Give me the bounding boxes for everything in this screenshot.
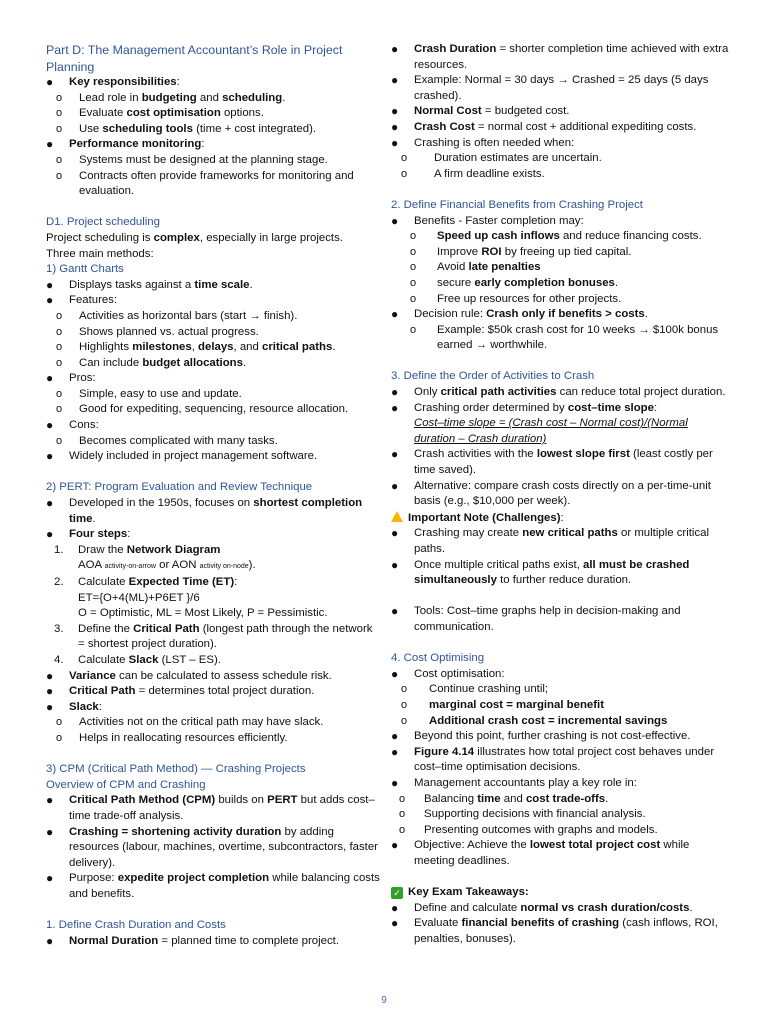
list-item: ● Performance monitoring: xyxy=(46,137,205,152)
list-item: o Good for expediting, sequencing, resource allocation. xyxy=(56,403,349,416)
list-item: ● Tools: Cost–time graphs help in decision-making and communication. xyxy=(391,604,681,633)
list-item: ● Crash activities with the lowest slope first (least costly per time saved). xyxy=(391,447,713,477)
list-item: o Can include budget allocations. xyxy=(56,356,247,369)
list-item: o Helps in reallocating resources efficiently. xyxy=(56,731,288,744)
heading-cpm: 3) CPM (Critical Path Method) — Crashing Projects xyxy=(46,763,306,776)
list-item: o marginal cost = marginal benefit xyxy=(401,698,605,711)
list-item: ● Decision rule: Crash only if benefits > costs. xyxy=(391,307,648,322)
heading-order-crash: 3. Define the Order of Activities to Crash xyxy=(391,370,595,383)
list-item: ● Widely included in project management software. xyxy=(46,449,318,464)
list-item: ● Displays tasks against a time scale. xyxy=(46,277,253,292)
list-item: ● Critical Path Method (CPM) builds on PERT but adds cost–time trade-off analysis. xyxy=(46,793,375,822)
list-item: ● Once multiple critical paths exist, all must be crashed simultaneously to further reduce duration. xyxy=(391,557,690,587)
list-item: o Evaluate cost optimisation options. xyxy=(56,107,264,120)
list-item: ● Pros: xyxy=(46,371,96,386)
formula: ET={O+4(ML)+P6ET }/6 xyxy=(78,591,200,604)
warning-icon xyxy=(391,511,403,522)
list-item: o Simple, easy to use and update. xyxy=(56,387,242,400)
page-number: 9 xyxy=(381,995,387,1006)
list-item: ● Benefits - Faster completion may: xyxy=(391,213,584,228)
list-item: ● Slack: xyxy=(46,699,102,714)
list-item: ● Figure 4.14 illustrates how total project cost behaves under cost–time optimisation decisions. xyxy=(391,744,715,774)
list-item: o Highlights milestones, delays, and critical paths. xyxy=(56,341,336,354)
list-item: 3. Define the Critical Path (longest path through the network = shortest project duration). xyxy=(54,622,373,651)
list-item: ● Crash Duration = shorter completion time achieved with extra resources. xyxy=(391,42,729,71)
list-item: ● Crashing may create new critical paths or multiple critical paths. xyxy=(391,526,710,555)
list-item: ● Management accountants play a key role in: xyxy=(391,775,637,790)
paragraph: Project scheduling is complex, especially in large projects. xyxy=(46,231,343,244)
heading-financial-benefits: 2. Define Financial Benefits from Crashing Project xyxy=(391,198,643,211)
list-item: o A firm deadline exists. xyxy=(401,167,545,180)
list-item: o Contracts often provide frameworks for monitoring and evaluation. xyxy=(56,169,354,198)
heading-pert: 2) PERT: Program Evaluation and Review Technique xyxy=(46,481,313,494)
key-takeaways-heading: ✓ Key Exam Takeaways: xyxy=(391,885,731,901)
list-item: o Duration estimates are uncertain. xyxy=(401,152,602,165)
left-column xyxy=(46,42,380,949)
list-item: o Activities not on the critical path may have slack. xyxy=(56,716,324,729)
list-item: o Presenting outcomes with graphs and models. xyxy=(399,823,658,836)
list-item: o Activities as horizontal bars (start → finish). xyxy=(56,309,298,322)
list-item: ● Developed in the 1950s, focuses on shortest completion time. xyxy=(46,496,363,525)
list-item: o Balancing time and cost trade-offs. xyxy=(399,792,609,805)
list-item: o Shows planned vs. actual progress. xyxy=(56,325,259,338)
list-item: o secure early completion bonuses. xyxy=(410,276,619,289)
list-item: ● Normal Duration = planned time to complete project. xyxy=(46,933,340,948)
list-item: 4. Calculate Slack (LST – ES). xyxy=(54,653,221,666)
list-item: ● Critical Path = determines total project duration. xyxy=(46,684,315,699)
list-item: o Becomes complicated with many tasks. xyxy=(56,434,278,447)
list-item: ● Variance can be calculated to assess schedule risk. xyxy=(46,668,332,683)
heading-cost-optimising: 4. Cost Optimising xyxy=(391,652,485,665)
list-item: ● Define and calculate normal vs crash duration/costs. xyxy=(391,900,693,915)
list-item: o Additional crash cost = incremental savings xyxy=(401,714,668,727)
list-item: 2. Calculate Expected Time (ET): xyxy=(54,576,238,588)
heading-cpm-overview: Overview of CPM and Crashing xyxy=(46,778,206,791)
list-item: o Avoid late penalties xyxy=(410,261,541,274)
list-item: o Continue crashing until; xyxy=(401,683,549,696)
list-item: o Free up resources for other projects. xyxy=(410,292,622,305)
list-item: ● Crashing = shortening activity duration by adding resources (labour, machines, overtime, subcontractors, faster delivery). xyxy=(46,824,378,869)
check-icon: ✓ xyxy=(391,887,403,899)
list-item: ● Beyond this point, further crashing is not cost-effective. xyxy=(391,729,691,744)
list-item: ● Crashing order determined by cost–time slope: xyxy=(391,400,658,415)
list-item: ● Normal Cost = budgeted cost. xyxy=(391,104,570,119)
heading-gantt: 1) Gantt Charts xyxy=(46,263,124,276)
list-item: ● Features: xyxy=(46,293,118,308)
list-item: ● Objective: Achieve the lowest total project cost while meeting deadlines. xyxy=(391,838,690,867)
list-item: ● Alternative: compare crash costs directly on a per-time-unit basis (e.g., $10,000 per week). xyxy=(391,478,711,508)
list-item: ● Crash Cost = normal cost + additional expediting costs. xyxy=(391,119,697,134)
list-item: AOA activity-on-arrow or AON activity on-node). xyxy=(78,559,256,572)
paragraph: Three main methods: xyxy=(46,247,154,260)
list-item: o Supporting decisions with financial analysis. xyxy=(399,808,646,821)
list-item: o Use scheduling tools (time + cost integrated). xyxy=(56,122,317,135)
list-item: ● Cost optimisation: xyxy=(391,666,505,681)
paragraph: O = Optimistic, ML = Most Likely, P = Pessimistic. xyxy=(78,607,328,620)
right-column xyxy=(391,42,731,947)
list-item: o Systems must be designed at the planning stage. xyxy=(56,153,328,166)
heading-part-d: Part D: The Management Accountant’s Role in Project Planning xyxy=(46,43,343,74)
list-item: ● Example: Normal = 30 days → Crashed = 25 days (5 days crashed). xyxy=(391,73,709,102)
important-note: Important Note (Challenges): xyxy=(391,510,731,527)
list-item: ● Cons: xyxy=(46,418,99,433)
list-item: 1. Draw the Network Diagram xyxy=(54,543,221,556)
list-item: o Speed up cash inflows and reduce financing costs. xyxy=(410,230,702,243)
heading-d1: D1. Project scheduling xyxy=(46,216,160,229)
list-item: ● Key responsibilities: xyxy=(46,75,180,89)
list-item: ● Purpose: expedite project completion while balancing costs and benefits. xyxy=(46,871,380,900)
list-item: ● Evaluate financial benefits of crashing (cash inflows, ROI, penalties, bonuses). xyxy=(391,916,718,945)
list-item: ● Four steps: xyxy=(46,527,131,542)
formula: Cost–time slope = (Crash cost – Normal cost)/(Normal duration – Crash duration) xyxy=(414,417,688,445)
list-item: ● Crashing is often needed when: xyxy=(391,135,575,150)
heading-crash-duration: 1. Define Crash Duration and Costs xyxy=(46,919,226,932)
list-item: o Lead role in budgeting and scheduling. xyxy=(56,91,286,104)
list-item: o Improve ROI by freeing up tied capital. xyxy=(410,245,632,258)
list-item: ● Only critical path activities can reduce total project duration. xyxy=(391,385,726,400)
list-item: o Example: $50k crash cost for 10 weeks → $100k bonus earned → worthwhile. xyxy=(410,323,719,352)
